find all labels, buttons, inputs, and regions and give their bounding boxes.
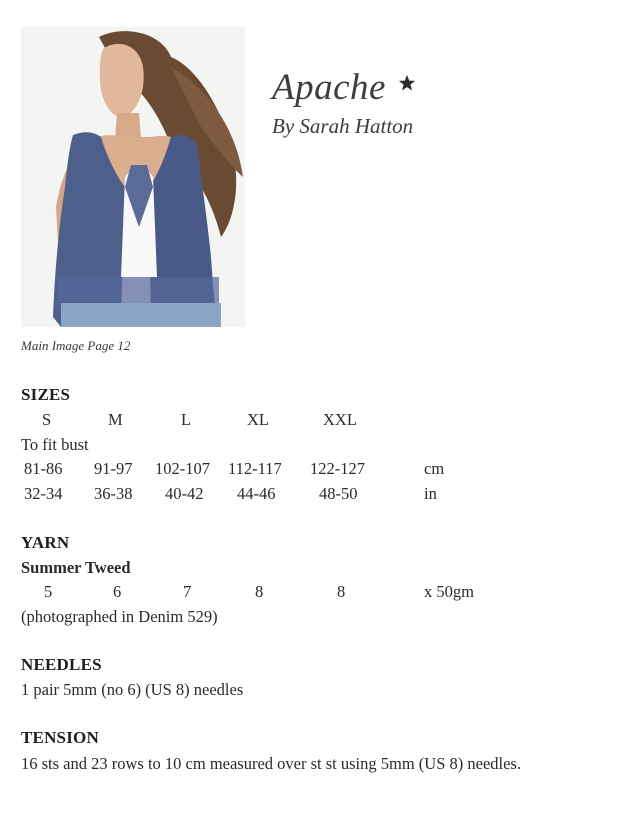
tension-heading: TENSION <box>21 728 99 747</box>
cm-unit: cm <box>424 459 445 478</box>
tension-text: 16 sts and 23 rows to 10 cm measured over st st using 5mm (US 8) needles. <box>21 754 521 773</box>
bust-in-value: 44-46 <box>237 484 276 503</box>
main-photo <box>21 27 245 327</box>
sizes-heading: SIZES <box>21 385 71 404</box>
yarn-quantity: 6 <box>113 582 122 601</box>
bust-in-value: 36-38 <box>94 484 133 503</box>
bust-cm-value: 122-127 <box>310 459 365 478</box>
size-label: XL <box>247 410 269 429</box>
yarn-quantity: 7 <box>183 582 192 601</box>
bust-cm-value: 112-117 <box>228 459 282 478</box>
in-unit: in <box>424 484 437 503</box>
bust-cm-value: 102-107 <box>155 459 210 478</box>
pattern-title: Apache <box>272 67 386 108</box>
yarn-quantity: 8 <box>255 582 264 601</box>
star-icon <box>398 74 416 92</box>
title-block <box>272 66 416 139</box>
yarn-name: Summer Tweed <box>21 558 131 577</box>
yarn-heading: YARN <box>21 533 70 552</box>
size-label: S <box>42 410 52 429</box>
yarn-quantity: 8 <box>337 582 346 601</box>
needles-text: 1 pair 5mm (no 6) (US 8) needles <box>21 680 244 699</box>
size-label: L <box>181 410 192 429</box>
yarn-unit: x 50gm <box>424 582 474 601</box>
bust-in-value: 40-42 <box>165 484 204 503</box>
needles-heading: NEEDLES <box>21 655 102 674</box>
image-caption: Main Image Page 12 <box>21 338 131 353</box>
bust-in-value: 48-50 <box>319 484 358 503</box>
bust-cm-value: 91-97 <box>94 459 133 478</box>
fit-bust-label: To fit bust <box>21 435 89 454</box>
pattern-byline: By Sarah Hatton <box>272 114 414 138</box>
size-label: XXL <box>323 410 357 429</box>
bust-cm-value: 81-86 <box>24 459 63 478</box>
size-label: M <box>108 410 123 429</box>
bust-in-value: 32-34 <box>24 484 63 503</box>
yarn-quantity: 5 <box>44 582 53 601</box>
yarn-note: (photographed in Denim 529) <box>21 607 218 626</box>
